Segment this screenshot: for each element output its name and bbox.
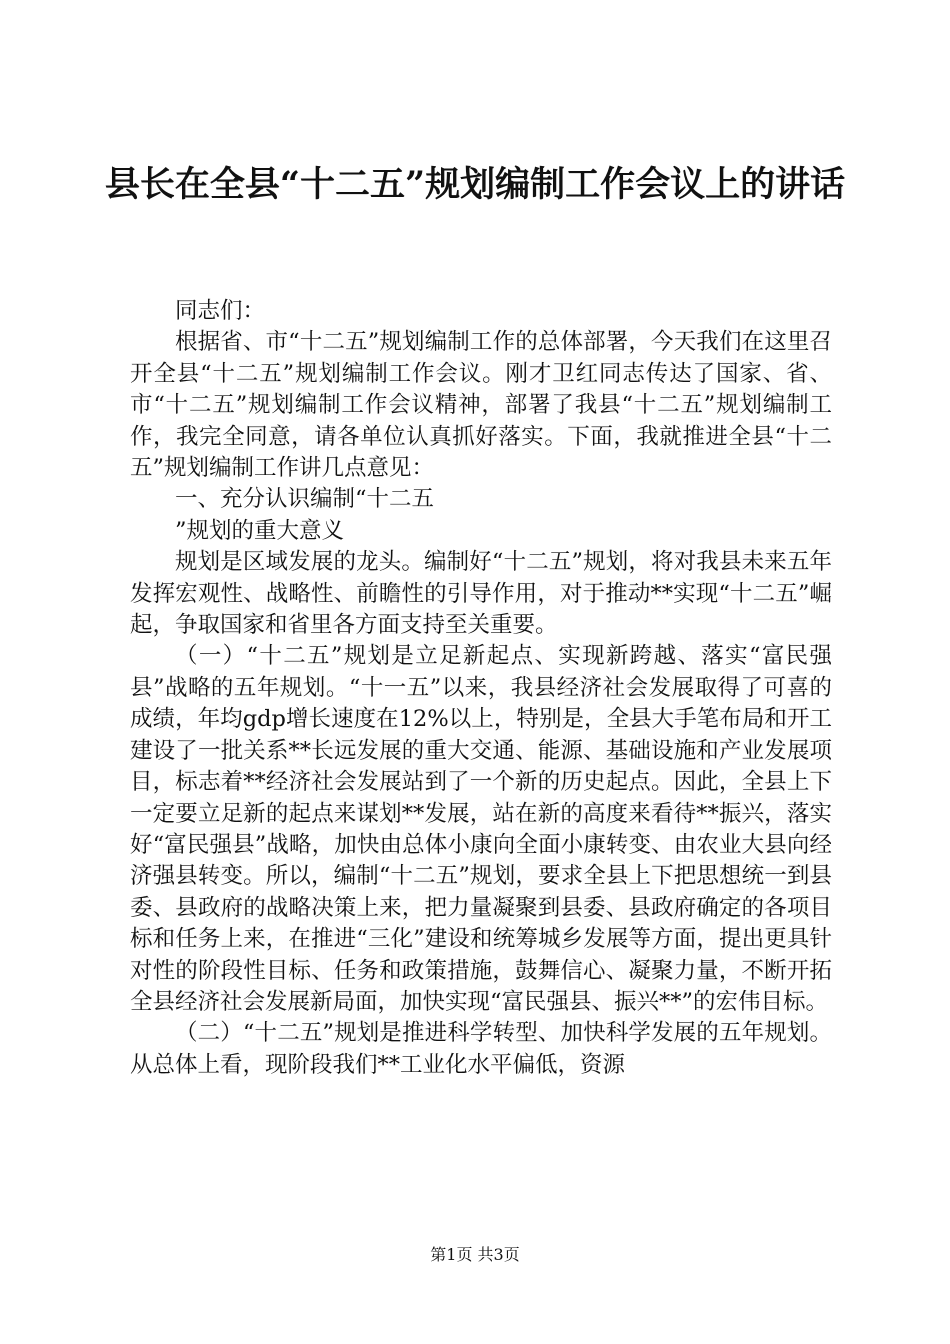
salutation: 同志们： bbox=[175, 298, 266, 324]
section-heading-1-cont: ”规划的重大意义 bbox=[175, 517, 345, 544]
section-heading-1: 一、充分认识编制“十二五 bbox=[175, 486, 435, 513]
paragraph-point-2: （二）“十二五”规划是推进科学转型、加快科学发展的五年规划。从总体上看，现阶段我们**工业化水平偏低，资源 bbox=[130, 1020, 832, 1078]
document-title: 县长在全县“十二五”规划编制工作会议上的讲话 bbox=[104, 164, 846, 205]
document-body bbox=[130, 296, 832, 1081]
paragraph-significance: 规划是区域发展的龙头。编制好“十二五”规划，将对我县未来五年发挥宏观性、战略性、前瞻性的引导作用，对于推动**实现“十二五”崛起，争取国家和省里各方面支持至关重要。 bbox=[130, 549, 832, 639]
page-number-footer: 第1页 共3页 bbox=[430, 1245, 520, 1264]
paragraph-point-1: （一）“十二五”规划是立足新起点、实现新跨越、落实“富民强县”战略的五年规划。“十一五”以来，我县经济社会发展取得了可喜的成绩，年均gdp增长速度在12%以上，特别是，全县大手笔布局和开工建设了一批关系**长远发展的重大交通、能源、基础设施和产业发展项目，标志着**经济社会发展站到了一个新的历史起点。因此，全县上下一定要立足新的起点来谋划**发展，站在新的高度来看待**振兴，落实好“富民强县”战略，加快由总体小康向全面小康转变、由农业大县向经济强县转变。所以，编制“十二五”规划，要求全县上下把思想统一到县委、县政府的战略决策上来，把力量凝聚到县委、县政府确定的各项目标和任务上来，在推进“三化”建设和统筹城乡发展等方面，提出更具针对性的阶段性目标、任务和政策措施，鼓舞信心、凝聚力量，不断开拓全县经济社会发展新局面，加快实现“富民强县、振兴**”的宏伟目标。 bbox=[130, 643, 832, 1015]
paragraph-intro: 根据省、市“十二五”规划编制工作的总体部署，今天我们在这里召开全县“十二五”规划编制工作会议。刚才卫红同志传达了国家、省、市“十二五”规划编制工作会议精神，部署了我县“十二五”规划编制工作，我完全同意，请各单位认真抓好落实。下面，我就推进全县“十二五”规划编制工作讲几点意见： bbox=[130, 329, 832, 482]
